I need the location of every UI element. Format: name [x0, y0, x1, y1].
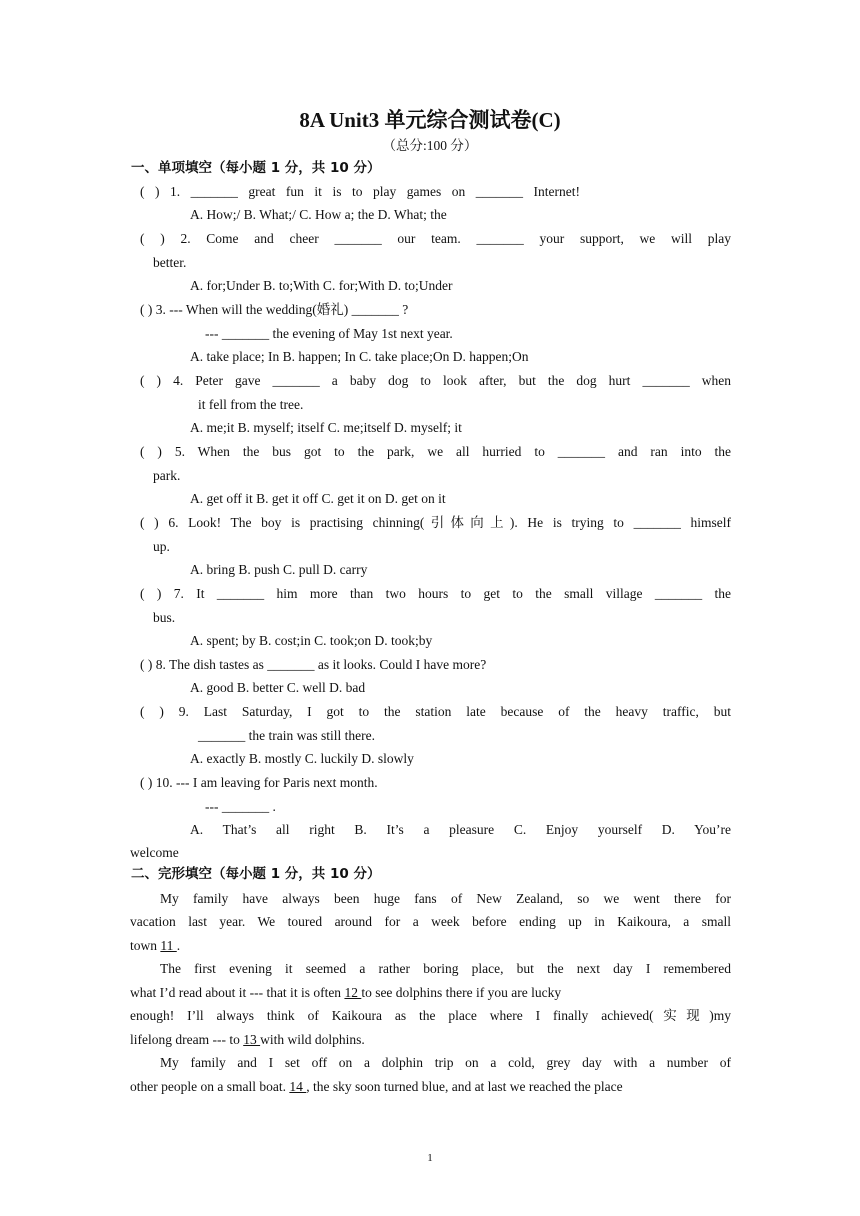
passage-line: My family have always been huge fans of New Zealand, so we went there for: [160, 891, 731, 906]
question-line-cont: better.: [153, 255, 187, 270]
question-line: ( ) 3. --- When will the wedding(婚礼) _______ ?: [140, 302, 409, 317]
blank-number: 13: [243, 1032, 261, 1047]
question-line: ( ) 5. When the bus got to the park, we all hurried to _______ and ran into the: [140, 444, 731, 459]
question-line-cont: up.: [153, 539, 170, 554]
section-heading-single-choice: 一、单项填空（每小题 1 分，共 10 分）: [131, 160, 381, 176]
passage-text: with wild dolphins.: [260, 1032, 365, 1047]
passage-text: , the sky soon turned blue, and at last we reached the place: [306, 1079, 623, 1094]
passage-line: vacation last year. We toured around for a week before ending up in Kaikoura, a small: [130, 914, 731, 929]
question-line: ( ) 10. --- I am leaving for Paris next month.: [140, 775, 378, 790]
option-line: A. spent; by B. cost;in C. took;on D. took;by: [190, 633, 433, 648]
passage-line: [130, 937, 180, 955]
passage-line: [130, 1031, 365, 1049]
passage-text: to see dolphins there if you are lucky: [361, 985, 562, 1000]
option-line: A. get off it B. get it off C. get it on D. get on it: [190, 491, 446, 506]
option-line: A. good B. better C. well D. bad: [190, 680, 366, 695]
question-line-cont: --- _______ .: [205, 799, 276, 814]
passage-text: town: [130, 938, 161, 953]
passage-line: [130, 984, 731, 1002]
question-line-cont: park.: [153, 468, 181, 483]
option-line: A. exactly B. mostly C. luckily D. slowly: [190, 751, 414, 766]
blank-number: 12: [344, 985, 362, 1000]
option-line: A. take place; In B. happen; In C. take place;On D. happen;On: [190, 349, 529, 364]
question-line: ( ) 2. Come and cheer _______ our team. _______ your support, we will play: [140, 231, 731, 246]
option-line: A. How;/ B. What;/ C. How a; the D. What; the: [190, 207, 447, 222]
page-number: 1: [427, 1152, 433, 1164]
passage-text: what I’d read about it --- that it is often: [130, 985, 345, 1000]
passage-text: other people on a small boat.: [130, 1079, 290, 1094]
section-heading-cloze: 二、完形填空（每小题 1 分，共 10 分）: [131, 866, 381, 882]
question-line-cont: _______ the train was still there.: [198, 728, 375, 743]
question-line-cont: bus.: [153, 610, 176, 625]
blank-number: 11: [160, 938, 177, 953]
option-line: A. for;Under B. to;With C. for;With D. to;Under: [190, 278, 453, 293]
option-line: A. me;it B. myself; itself C. me;itself D. myself; it: [190, 420, 462, 435]
passage-line: enough! I’ll always think of Kaikoura as the place where I finally achieved(实现)my: [130, 1008, 731, 1023]
question-line: ( ) 7. It _______ him more than two hours to get to the small village _______ the: [140, 586, 731, 601]
question-line-cont: --- _______ the evening of May 1st next year.: [205, 326, 453, 341]
passage-line: [130, 1078, 731, 1096]
total-score: （总分:100 分）: [382, 138, 478, 153]
option-line-cont: welcome: [130, 845, 179, 860]
question-line: ( ) 8. The dish tastes as _______ as it looks. Could I have more?: [140, 657, 487, 672]
page-title: 8A Unit3 单元综合测试卷(C): [299, 108, 561, 132]
question-line: ( ) 9. Last Saturday, I got to the station late because of the heavy traffic, but: [140, 704, 731, 719]
question-line: ( ) 6. Look! The boy is practising chinning(引体向上). He is trying to _______ himself: [140, 515, 731, 530]
passage-text: lifelong dream --- to: [130, 1032, 244, 1047]
question-line: ( ) 1. _______ great fun it is to play games on _______ Internet!: [140, 184, 580, 199]
option-line: A. That’s all right B. It’s a pleasure C. Enjoy yourself D. You’re: [190, 822, 731, 837]
passage-line: My family and I set off on a dolphin trip on a cold, grey day with a number of: [160, 1055, 731, 1070]
passage-text: .: [176, 938, 181, 953]
question-line-cont: it fell from the tree.: [198, 397, 304, 412]
passage-line: The first evening it seemed a rather boring place, but the next day I remembered: [160, 961, 731, 976]
option-line: A. bring B. push C. pull D. carry: [190, 562, 368, 577]
question-line: ( ) 4. Peter gave _______ a baby dog to look after, but the dog hurt _______ when: [140, 373, 731, 388]
blank-number: 14: [289, 1079, 307, 1094]
